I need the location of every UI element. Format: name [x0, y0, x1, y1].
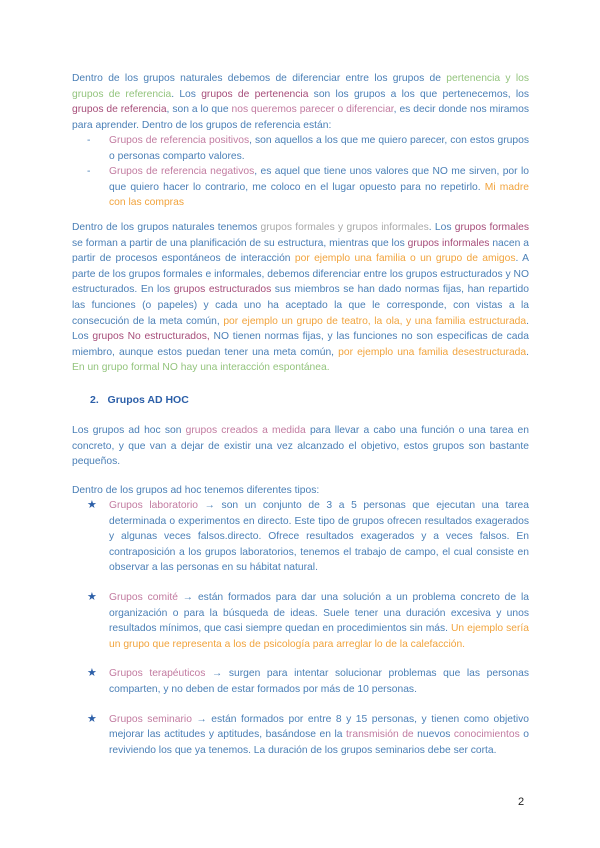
star-bullet-icon: ★ — [87, 499, 97, 511]
paragraph-grupos-formales-informales: Dentro de los grupos naturales tenemos grupos formales y grupos informales. Los grupos formales se forman a partir de una planificación de su estructura, mientras que los grupos informales nacen a partir de procesos espontáneos de interacción por ejemplo una familia o un grupo de amigos. A parte de los grupos formales e informales, debemos diferenciar entre los grupos estructurados y NO estructurados. En los grupos estructurados sus miembros se han dado normas fijas, han repartido las funciones (o papeles) y cada uno ha aceptado la que le corresponde, con vistas a la consecución de la meta común, por ejemplo un grupo de teatro, la ola, y una familia estructurada. Los grupos No estructurados, NO tienen normas fijas, y las funciones no son especificas de cada miembro, aunque estos puedan tener una meta común, por ejemplo una familia desestructurada. En un grupo formal NO hay una interacción espontánea. — [72, 222, 530, 374]
list-item: ★ Grupos terapéuticos → surgen para intentar solucionar problemas que las personas comparten, y no deben de estar formados por más de 10 personas. — [87, 667, 529, 695]
star-bullet-icon: ★ — [87, 667, 97, 680]
paragraph-grupos-pertenencia-referencia: Dentro de los grupos naturales debemos de diferenciar entre los grupos de pertenencia y los grupos de referencia. Los grupos de pertenencia son los grupos a los que pertenecemos, los grupos de referencia, son a lo que nos queremos parecer o diferenciar, es decir donde nos miramos para aprender. Dentro de los grupos de referencia están: — [72, 73, 529, 131]
highlight-grupos-referencia: grupos de referencia — [72, 104, 167, 116]
highlight-pertenencia-referencia: pertenencia y los grupos de referencia — [72, 73, 529, 100]
list-item: - Grupos de referencia positivos, son aquellos a los que me quiero parecer, con estos grupos o personas comparto valores. — [87, 135, 530, 162]
dash-bullet: - — [87, 135, 91, 146]
list-item: ★ Grupos laboratorio → son un conjunto de 3 a 5 personas que ejecutan una tarea determinada o experimentos en directo. Este tipo de grupos ofrecen resultados exagerados y algunas veces falsos.directo. Ofrece resultados exagerados y a veces falsos. En contraposición a los grupos laboratorios, tenemos el trabajo de campo, el cual consiste en observar a las personas en su hábitat natural. — [87, 499, 529, 574]
highlight-parecer-diferenciar: nos queremos parecer o diferenciar — [231, 104, 394, 116]
star-bullet-icon: ★ — [87, 712, 97, 725]
list-item: ★ Grupos comité → están formados para dar una solución a un problema concreto de la organización o para la búsqueda de ideas. Suele tener una duración excesiva y unos resultados mínimos, que casi siempre quedan en procedimientos sin más. Un ejemplo sería un grupo que representa a los de psicología para arreglar lo de la calefacción. — [87, 590, 529, 650]
star-bullet-icon: ★ — [87, 590, 97, 603]
section-heading — [90, 394, 189, 406]
highlight-grupos-pertenencia: grupos de pertenencia — [201, 88, 309, 100]
list-tipos-ad-hoc — [87, 498, 529, 758]
list-grupos-referencia — [87, 133, 529, 211]
paragraph-tipos-intro: Dentro de los grupos ad hoc tenemos diferentes tipos: — [72, 485, 320, 496]
paragraph-grupos-ad-hoc: Los grupos ad hoc son grupos creados a medida para llevar a cabo una función o una tarea en concreto, y que van a dejar de existir una vez alcanzado el objetivo, estos grupos son bastante pequeños. — [72, 425, 529, 468]
dash-bullet: - — [87, 166, 91, 178]
page-number: 2 — [518, 796, 525, 808]
heading-number: 2. — [90, 394, 99, 406]
list-item: - Grupos de referencia negativos, es aquel que tiene unos valores que NO me sirven, por lo que quiero hacer lo contrario, me coloco en el lugar opuesto para no repetirlo. Mi madre con las compras — [87, 166, 529, 209]
list-item: ★ Grupos seminario → están formados por entre 8 y 15 personas, y tienen como objetivo mejorar las actitudes y aptitudes, basándose en la transmisión de nuevos conocimientos o reviviendo los que ya tenemos. La duración de los grupos seminarios debe ser corta. — [87, 712, 530, 756]
heading-title: Grupos AD HOC — [107, 394, 189, 406]
highlight-example: Mi madre con las compras — [109, 181, 529, 209]
